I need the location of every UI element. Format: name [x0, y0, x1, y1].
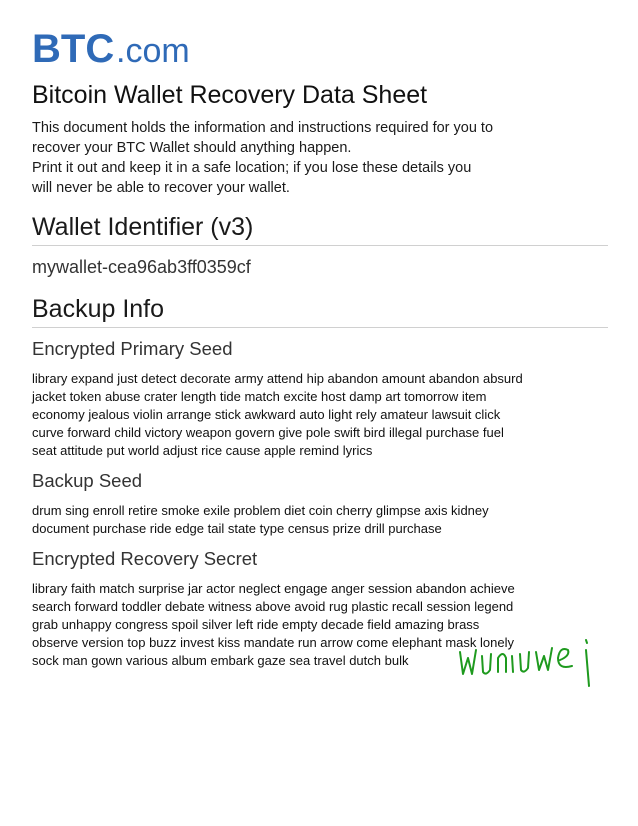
intro-text [32, 118, 608, 198]
btc-logo-mark [32, 28, 197, 68]
backup-seed-heading: Backup Seed [32, 470, 143, 491]
intro-line: will never be able to recover your wallet. [32, 180, 290, 196]
seed-line: grab unhappy congress spoil silver left ride empty decade field amazing brass [32, 617, 480, 632]
intro-line: recover your BTC Wallet should anything happen. [32, 140, 352, 156]
btc-logo [32, 28, 608, 68]
signature-drawing [456, 636, 626, 692]
handwritten-signature [456, 636, 626, 697]
seed-line: sock man gown various album embark gaze sea travel dutch bulk [32, 653, 409, 668]
seed-line: jacket token abuse crater length tide match excite host damp art tomorrow item [32, 389, 487, 404]
seed-line: library expand just detect decorate army attend hip abandon amount abandon absurd [32, 371, 523, 386]
logo-text-suffix: .com [116, 32, 190, 68]
logo-text-main: BTC [32, 28, 115, 68]
seed-line: curve forward child victory weapon govern give pole swift bird illegal purchase fuel [32, 425, 504, 440]
seed-line: library faith match surprise jar actor neglect engage anger session abandon achieve [32, 581, 515, 596]
wallet-identifier-value: mywallet-cea96ab3ff0359cf [32, 257, 251, 277]
seed-line: drum sing enroll retire smoke exile problem diet coin cherry glimpse axis kidney [32, 503, 489, 518]
encrypted-primary-seed-heading: Encrypted Primary Seed [32, 338, 233, 359]
seed-line: observe version top buzz invest kiss mandate run arrow come elephant mask lonely [32, 635, 514, 650]
seed-line: economy jealous violin arrange stick awkward auto light rely amateur lawsuit click [32, 407, 501, 422]
intro-line: Print it out and keep it in a safe location; if you lose these details you [32, 160, 472, 176]
backup-info-heading: Backup Info [32, 294, 608, 328]
wallet-identifier-heading: Wallet Identifier (v3) [32, 212, 608, 246]
seed-line: search forward toddler debate witness above avoid rug plastic recall session legend [32, 599, 514, 614]
backup-seed-words [32, 502, 562, 538]
encrypted-recovery-secret-heading: Encrypted Recovery Secret [32, 548, 258, 569]
document-title: Bitcoin Wallet Recovery Data Sheet [32, 81, 428, 109]
recovery-sheet [32, 28, 608, 670]
encrypted-primary-seed-words [32, 370, 562, 460]
intro-line: This document holds the information and instructions required for you to [32, 120, 494, 136]
seed-line: document purchase ride edge tail state type census prize drill purchase [32, 521, 442, 536]
seed-line: seat attitude put world adjust rice cause apple remind lyrics [32, 443, 373, 458]
